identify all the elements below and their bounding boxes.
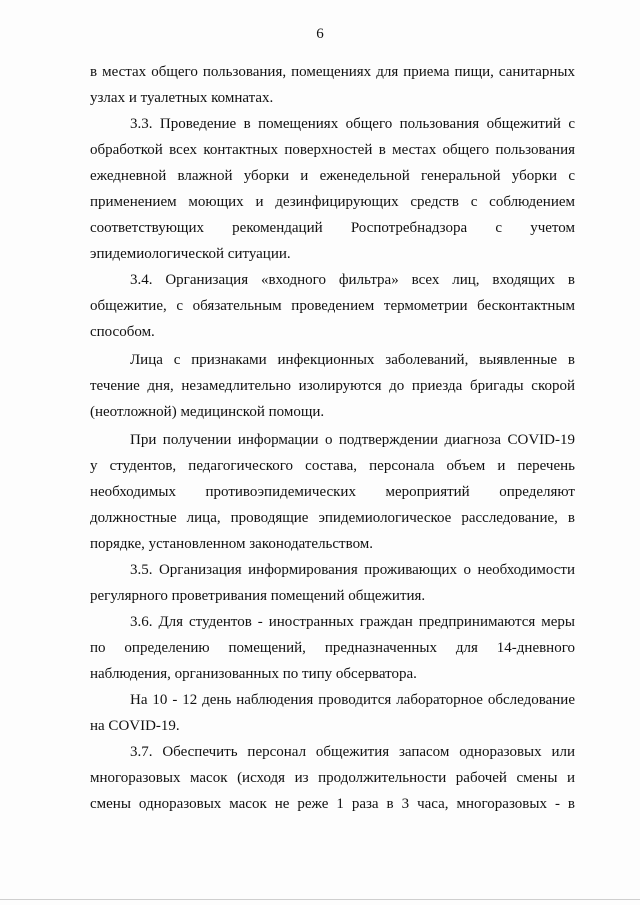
paragraph-first-line: Лица с признаками инфекционных заболеваний, выявленные в <box>130 352 575 368</box>
text-line: применением моющих и дезинфицирующих средств с соблюдением <box>90 194 575 210</box>
text-line: (неотложной) медицинской помощи. <box>90 404 325 420</box>
paragraph-3-6-first-line: 3.6. Для студентов - иностранных граждан предпринимаются меры <box>130 614 575 630</box>
text-line: узлах и туалетных комнатах. <box>90 90 274 106</box>
text-line: регулярного проветривания помещений общежития. <box>90 588 426 604</box>
text-line: в местах общего пользования, помещениях для приема пищи, санитарных <box>90 64 575 80</box>
text-line: течение дня, незамедлительно изолируются до приезда бригады скорой <box>90 378 575 394</box>
text-line: обработкой всех контактных поверхностей в местах общего пользования <box>90 142 575 158</box>
text-line: способом. <box>90 324 155 340</box>
text-line: наблюдения, организованных по типу обсерватора. <box>90 666 417 682</box>
text-line: смены одноразовых масок не реже 1 раза в 3 часа, многоразовых - в <box>90 796 575 812</box>
text-line: порядке, установленном законодательством. <box>90 536 374 552</box>
text-line: у студентов, педагогического состава, персонала объем и перечень <box>90 458 575 474</box>
text-line: соответствующих рекомендаций Роспотребнадзора с учетом <box>90 220 575 236</box>
paragraph-3-5-first-line: 3.5. Организация информирования проживающих о необходимости <box>130 562 575 578</box>
page-number: 6 <box>316 26 324 42</box>
paragraph-first-line: При получении информации о подтверждении диагноза COVID-19 <box>130 432 575 448</box>
paragraph-3-3-first-line: 3.3. Проведение в помещениях общего пользования общежитий с <box>130 116 575 132</box>
text-line: общежитие, с обязательным проведением термометрии бесконтактным <box>90 298 575 314</box>
scan-edge-line <box>0 899 640 900</box>
text-line: по определению помещений, предназначенных для 14-дневного <box>90 640 575 656</box>
text-line: на COVID-19. <box>90 718 180 734</box>
text-line: должностные лица, проводящие эпидемиологическое расследование, в <box>90 510 575 526</box>
paragraph-3-4-first-line: 3.4. Организация «входного фильтра» всех лиц, входящих в <box>130 272 575 288</box>
text-line: ежедневной влажной уборки и еженедельной генеральной уборки с <box>90 168 575 184</box>
paragraph-3-7-first-line: 3.7. Обеспечить персонал общежития запасом одноразовых или <box>130 744 575 760</box>
text-line: эпидемиологической ситуации. <box>90 246 291 262</box>
text-line: необходимых противоэпидемических мероприятий определяют <box>90 484 575 500</box>
paragraph-first-line: На 10 - 12 день наблюдения проводится лабораторное обследование <box>130 692 575 708</box>
text-line: многоразовых масок (исходя из продолжительности рабочей смены и <box>90 770 575 786</box>
